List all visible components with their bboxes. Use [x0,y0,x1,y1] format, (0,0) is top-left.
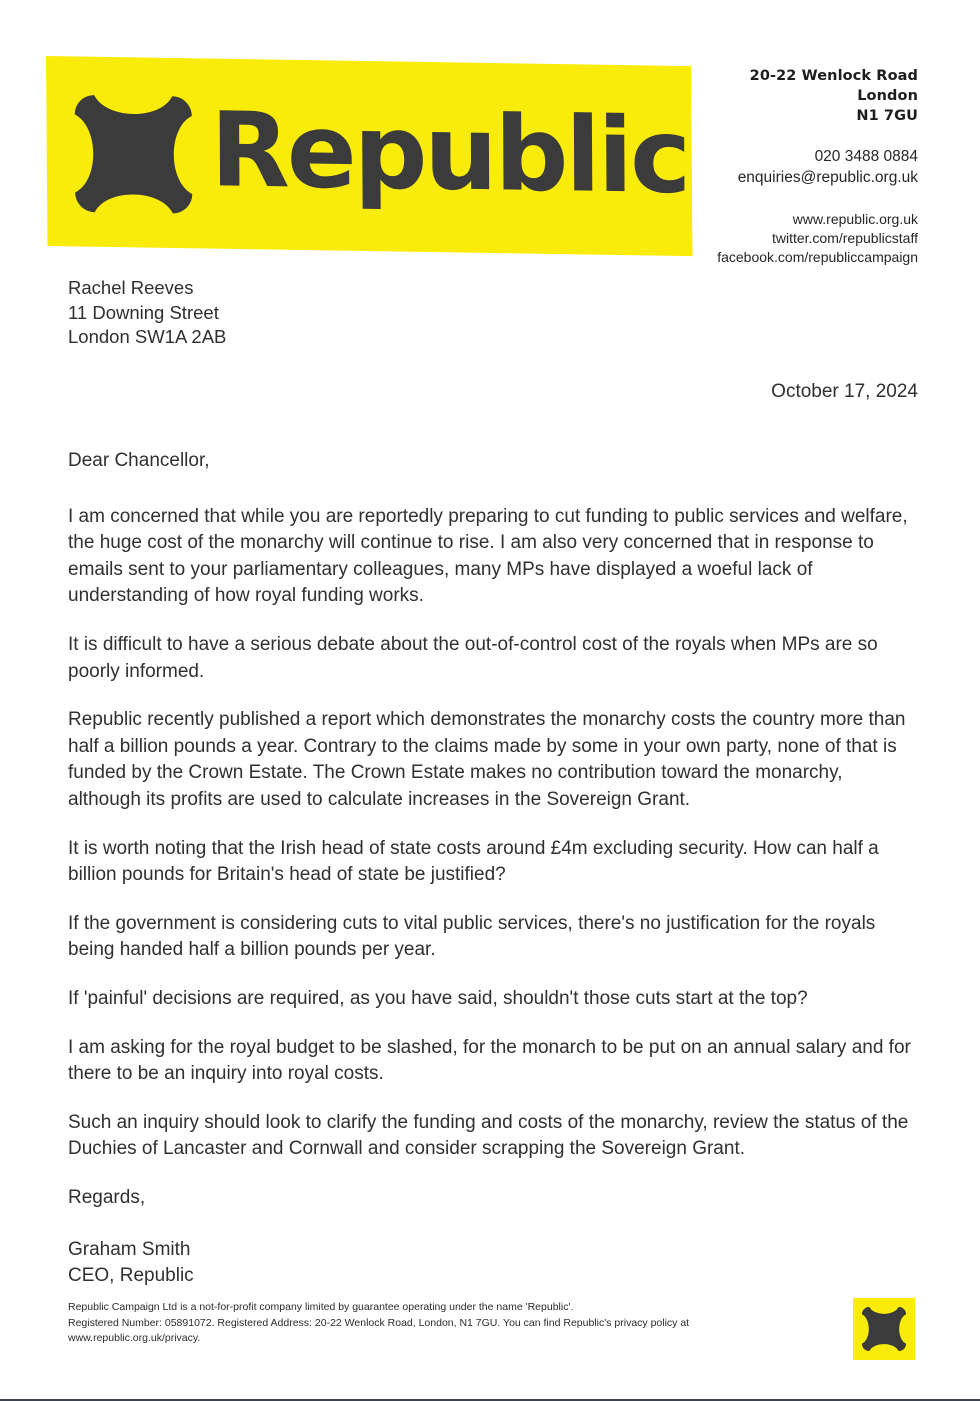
org-phone: 020 3488 0884 [814,148,918,165]
contact-details [588,66,918,267]
footer-logo-mark [853,1298,915,1360]
footer-line-1: Republic Campaign Ltd is a not-for-profit company limited by guarantee operating under the name 'Republic'. [68,1301,574,1313]
republic-x-star-logo-icon [861,1306,907,1352]
recipient-address [68,276,226,350]
org-address-line-2: London [857,88,918,104]
recipient-street: 11 Downing Street [68,301,219,323]
paragraph-2: It is difficult to have a serious debate about the out-of-control cost of the royals when MPs are so poorly informed. [68,633,878,682]
letterhead [0,0,980,275]
paragraph-3: Republic recently published a report which demonstrates the monarchy costs the country more than half a billion pounds a year. Contrary to the claims made by some in your own party, none of that is funded by the Crown Estate. The Crown Estate makes no contribution toward the monarchy, although its profits are used to calculate increases in the Sovereign Grant. [68,709,906,810]
brand-wordmark: Republic [210,89,689,217]
letter-body [68,448,913,1288]
paragraph-6: If 'painful' decisions are required, as you have said, shouldn't those cuts start at the top? [68,987,808,1009]
org-facebook-link[interactable]: facebook.com/republiccampaign [717,249,918,265]
footer-line-3[interactable]: www.republic.org.uk/privacy. [68,1332,201,1344]
signer-title: CEO, Republic [68,1264,194,1286]
signer-name: Graham Smith [68,1239,191,1261]
paragraph-1: I am concerned that while you are reportedly preparing to cut funding to public services and welfare, the huge cost of the monarchy will continue to rise. I am also very concerned that in response to emails sent to your parliamentary colleagues, many MPs have displayed a woeful lack of understanding of how royal funding works. [68,505,908,607]
paragraph-4: It is worth noting that the Irish head of state costs around £4m excluding security. How can half a billion pounds for Britain's head of state be justified? [68,837,879,886]
republic-x-star-logo-icon [72,92,195,216]
org-twitter-link[interactable]: twitter.com/republicstaff [771,230,918,246]
org-contact [588,146,918,188]
signoff: Regards, [68,1186,146,1208]
recipient-name: Rachel Reeves [68,277,194,298]
recipient-city-postcode: London SW1A 2AB [68,326,227,347]
org-address-line-1: 20-22 Wenlock Road [749,68,918,84]
paragraph-5: If the government is considering cuts to vital public services, there's no justification for the royals being handed half a billion pounds per year. [68,912,876,961]
footer-line-2: Registered Number: 05891072. Registered Address: 20-22 Wenlock Road, London, N1 7GU. You can find Republic's privacy policy at [68,1316,690,1329]
org-address [588,66,918,126]
salutation: Dear Chancellor, [68,450,210,471]
org-website-link[interactable]: www.republic.org.uk [792,211,918,227]
org-links [588,210,918,267]
org-address-line-3: N1 7GU [856,108,918,124]
footer-legal-text [68,1300,828,1347]
letter-date: October 17, 2024 [771,381,918,402]
org-email[interactable]: enquiries@republic.org.uk [737,169,918,186]
signature-block [68,1237,913,1288]
paragraph-8: Such an inquiry should look to clarify the funding and costs of the monarchy, review the status of the Duchies of Lancaster and Cornwall and consider scrapping the Sovereign Grant. [68,1111,909,1160]
paragraph-7: I am asking for the royal budget to be slashed, for the monarch to be put on an annual salary and for there to be an inquiry into royal costs. [68,1036,911,1085]
